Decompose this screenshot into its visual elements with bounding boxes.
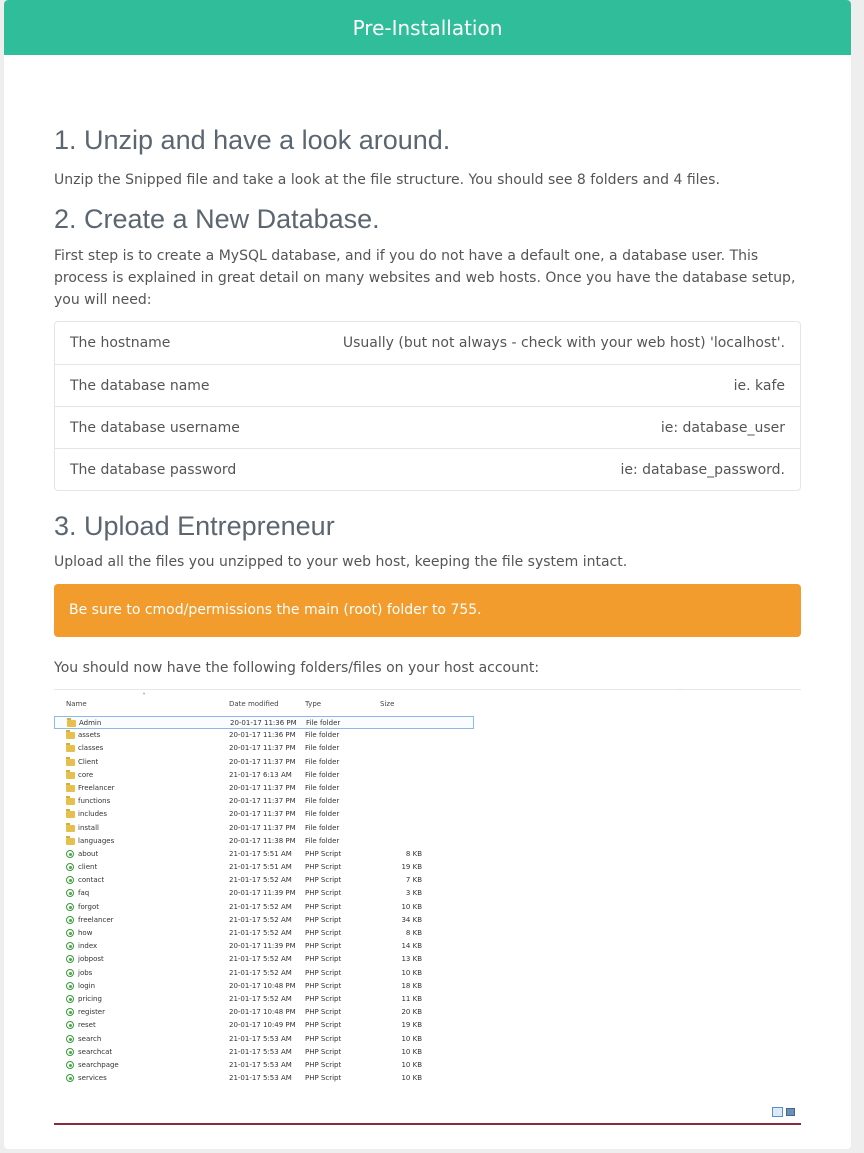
folder-icon [66,732,75,739]
list-item[interactable] [54,927,474,940]
list-item[interactable] [54,782,474,795]
list-item[interactable] [54,848,474,861]
list-item[interactable] [54,980,474,993]
list-item[interactable] [54,795,474,808]
table-row-hostname [55,322,800,364]
page-title: Pre-Installation [352,16,503,40]
file-date: 20-01-17 11:37 PM [229,783,296,792]
row-label: The database username [70,419,240,436]
file-name: contact [78,876,105,885]
file-name: freelancer [78,915,114,924]
row-value: Usually (but not always - check with your web host) 'localhost'. [342,335,785,351]
list-item[interactable] [54,901,474,914]
php-file-icon [66,916,74,924]
list-item[interactable] [54,808,474,821]
file-size: 10 KB [401,902,422,911]
row-value: ie: database_user [660,419,785,436]
file-date: 21-01-17 5:53 AM [229,1047,292,1056]
folder-icon [66,745,75,752]
file-name: Freelancer [78,783,115,792]
file-size: 10 KB [401,1060,422,1069]
explorer-file-list [54,716,474,1085]
list-item[interactable] [54,967,474,980]
file-date: 20-01-17 11:37 PM [229,757,296,766]
file-type: PHP Script [305,1021,342,1030]
file-date: 21-01-17 5:52 AM [229,994,292,1003]
file-type: File folder [305,770,340,779]
column-header-type[interactable]: Type [305,700,322,708]
explorer-column-headers [54,700,474,714]
file-size: 11 KB [401,994,422,1003]
file-date: 20-01-17 11:37 PM [229,797,296,806]
file-date: 21-01-17 5:53 AM [229,1034,292,1043]
database-requirements-table [54,321,801,491]
file-date: 21-01-17 5:52 AM [229,929,292,937]
list-item[interactable] [54,1006,474,1019]
file-date: 20-01-17 10:49 PM [229,1021,296,1030]
file-size: 10 KB [401,1034,422,1043]
file-name: about [78,849,99,858]
file-name: searchcat [78,1047,113,1056]
file-name: login [78,981,96,990]
file-date: 20-01-17 11:36 PM [230,719,297,727]
file-type: PHP Script [305,968,342,977]
folder-icon [66,772,75,779]
php-file-icon [66,876,74,884]
file-date: 20-01-17 11:37 PM [229,810,296,819]
file-name: pricing [78,994,102,1003]
file-type: PHP Script [305,1034,342,1043]
php-file-icon [66,889,74,897]
file-type: File folder [305,783,340,792]
list-item[interactable] [54,756,474,769]
file-name: client [78,863,98,872]
php-file-icon [66,942,74,950]
file-size: 10 KB [401,1074,422,1083]
file-name: functions [78,797,111,806]
list-item[interactable] [54,742,474,755]
row-label: The database name [70,377,210,394]
list-item[interactable] [54,874,474,887]
file-type: File folder [305,731,340,740]
section-1-title: 1. Unzip and have a look around. [54,125,451,155]
file-type: PHP Script [305,863,342,872]
content [4,55,851,1125]
php-file-icon [66,1048,74,1056]
php-file-icon [66,850,74,858]
file-explorer-screenshot [54,689,801,1125]
file-name: jobs [78,968,93,977]
folder-icon [66,811,75,818]
php-file-icon [66,903,74,911]
file-name: includes [78,810,108,819]
file-name: how [78,929,93,937]
list-item[interactable] [54,861,474,874]
file-type: PHP Script [305,1008,342,1017]
file-size: 10 KB [401,1047,422,1056]
list-item[interactable] [54,1046,474,1059]
row-value: ie: database_password. [620,461,785,478]
list-item[interactable] [54,729,474,742]
file-date: 21-01-17 5:53 AM [229,1074,292,1083]
table-row-database-username [55,406,800,448]
row-value: ie. kafe [733,377,785,394]
file-date: 20-01-17 11:39 PM [229,889,296,898]
file-date: 20-01-17 11:39 PM [229,942,296,951]
section-2-text: First step is to create a MySQL database, and if you do not have a default one, a database user. This process is explained in great detail on many websites and web hosts. Once you have the database setup, you will need: [54,248,796,308]
file-type: File folder [305,797,340,806]
file-type: File folder [305,757,340,766]
section-2-title: 2. Create a New Database. [54,204,380,234]
file-name: faq [78,889,90,898]
list-item[interactable] [54,1072,474,1085]
file-name: jobpost [78,955,104,964]
list-item[interactable] [54,1059,474,1072]
file-size: 19 KB [401,863,422,872]
column-header-name[interactable]: Name [66,700,87,708]
file-type: File folder [306,719,341,727]
file-name: reset [78,1021,96,1030]
file-type: File folder [305,836,340,845]
file-name: Client [78,757,99,766]
file-type: PHP Script [305,942,342,951]
folder-icon [67,720,76,727]
file-type: PHP Script [305,849,342,858]
php-file-icon [66,1035,74,1043]
file-size: 19 KB [401,1021,422,1030]
file-size: 10 KB [401,968,422,977]
folder-icon [66,825,75,832]
list-item[interactable] [54,914,474,927]
php-file-icon [66,969,74,977]
file-type: PHP Script [305,1047,342,1056]
file-size: 20 KB [401,1008,422,1017]
php-file-icon [66,995,74,1003]
php-file-icon [66,1008,74,1016]
file-name: search [78,1034,102,1043]
file-size: 3 KB [405,889,422,898]
list-item[interactable] [54,953,474,966]
file-name: install [78,823,99,832]
file-name: languages [78,836,115,845]
file-size: 14 KB [401,942,422,951]
file-date: 21-01-17 5:53 AM [229,1060,292,1069]
table-row-database-password [55,448,800,490]
panel-header [4,0,851,55]
view-mode-toggle[interactable] [772,1107,796,1117]
file-name: classes [78,744,104,753]
php-file-icon [66,1021,74,1029]
file-date: 20-01-17 11:37 PM [229,823,296,832]
preview-view-icon[interactable] [786,1108,795,1116]
folder-icon [66,785,75,792]
file-type: PHP Script [305,876,342,885]
file-size: 7 KB [405,876,422,885]
folder-icon [66,798,75,805]
row-label: The hostname [70,335,171,351]
file-date: 21-01-17 5:52 AM [229,915,292,924]
table-row-database-name [55,364,800,406]
file-name: register [78,1008,105,1017]
file-type: PHP Script [305,929,342,937]
file-type: PHP Script [305,915,342,924]
file-date: 20-01-17 11:37 PM [229,744,296,753]
folder-icon [66,759,75,766]
details-view-icon[interactable] [772,1107,783,1117]
file-date: 21-01-17 5:52 AM [229,955,292,964]
file-size: 8 KB [405,849,422,858]
file-size: 18 KB [401,981,422,990]
file-date: 20-01-17 11:36 PM [229,731,296,740]
php-file-icon [66,929,74,937]
list-item[interactable] [54,1019,474,1032]
file-date: 20-01-17 10:48 PM [229,1008,296,1017]
folder-icon [66,838,75,845]
file-type: PHP Script [305,994,342,1003]
file-name: Admin [79,719,102,727]
file-type: PHP Script [305,981,342,990]
list-item[interactable] [54,769,474,782]
php-file-icon [66,982,74,990]
file-list-intro: You should now have the following folders/files on your host account: [54,660,540,676]
section-1-text: Unzip the Snipped file and take a look at the file structure. You should see 8 folders and 4 files. [54,172,720,188]
column-header-size[interactable]: Size [380,700,395,708]
file-type: PHP Script [305,889,342,898]
file-size: 8 KB [405,929,422,937]
file-date: 21-01-17 5:51 AM [229,863,292,872]
file-size: 34 KB [401,915,422,924]
php-file-icon [66,1061,74,1069]
file-date: 21-01-17 5:52 AM [229,876,292,885]
php-file-icon [66,955,74,963]
list-item[interactable] [54,887,474,900]
section-3-text: Upload all the files you unzipped to your web host, keeping the file system intact. [54,554,628,570]
list-item[interactable] [54,1033,474,1046]
file-type: PHP Script [305,1074,342,1083]
list-item[interactable] [54,940,474,953]
file-date: 21-01-17 5:52 AM [229,902,292,911]
sort-ascending-icon: ˄ [142,692,146,701]
permissions-alert: Be sure to cmod/permissions the main (root) folder to 755. [54,584,801,637]
php-file-icon [66,1074,74,1082]
divider [679,689,681,690]
file-date: 21-01-17 5:51 AM [229,849,292,858]
section-3-title: 3. Upload Entrepreneur [54,511,335,541]
file-date: 21-01-17 6:13 AM [229,770,292,779]
file-name: core [78,770,94,779]
file-type: PHP Script [305,902,342,911]
file-type: File folder [305,823,340,832]
file-date: 20-01-17 11:38 PM [229,836,296,845]
file-name: forgot [78,902,99,911]
file-name: assets [78,731,101,740]
php-file-icon [66,863,74,871]
row-label: The database password [70,461,237,478]
file-date: 20-01-17 10:48 PM [229,981,296,990]
file-name: services [78,1074,107,1083]
file-name: index [78,942,98,951]
pre-installation-panel [4,0,851,1149]
column-header-date[interactable]: Date modified [229,700,279,708]
list-item[interactable] [54,716,474,729]
file-date: 21-01-17 5:52 AM [229,968,292,977]
list-item[interactable] [54,835,474,848]
file-type: PHP Script [305,955,342,964]
file-name: searchpage [78,1060,119,1069]
list-item[interactable] [54,822,474,835]
file-type: File folder [305,810,340,819]
file-type: File folder [305,744,340,753]
list-item[interactable] [54,993,474,1006]
file-size: 13 KB [401,955,422,964]
file-type: PHP Script [305,1060,342,1069]
